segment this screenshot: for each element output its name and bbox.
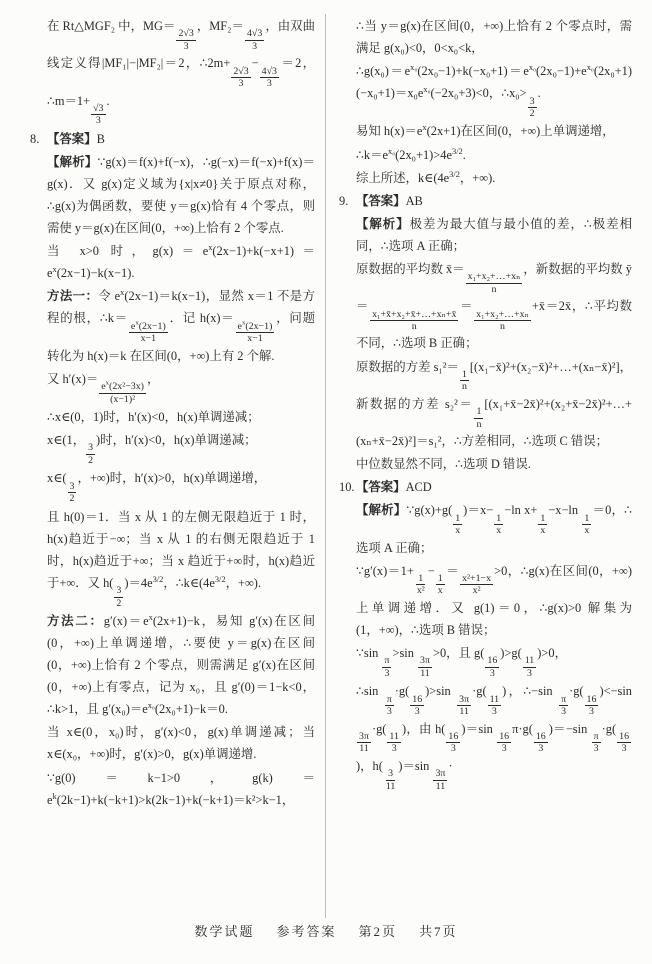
fraction: $\frac{3\pi}{11}$ [435, 768, 446, 792]
fraction: $\frac{3}{2}$ [529, 95, 535, 120]
fraction: $\frac{3\pi}{11}$ [359, 730, 369, 755]
solution-paragraph: 方法一：令 $e^x(2x-1)=k(x-1)$，显然 x＝1 不是方程的根，∴k＝ $\frac{e^x(2x-1)}{x-1}$ ．记 h(x)＝ $\frac{e^x(2x-1)}{x-1}$ ，问题转化为 h(x)＝k 在区间(0，+∞)上有 2 个解. [47, 287, 315, 363]
solution-paragraph: 【解析】∵g(x)+g( $\frac{1}{x}$ )＝x− $\frac{1}{x}$ −ln x+ $\frac{1}{x}$ −x−ln $\frac{1}{x}$ ＝0，∴选项 A 正确； [356, 503, 632, 555]
solution-paragraph: 综上所述，$k\in(4e^{3/2}$，+∞). [356, 168, 496, 185]
fraction: $\frac{2√3}{3}$ [233, 65, 249, 90]
fraction: $\frac{16}{3}$ [586, 693, 597, 718]
footer-doc-title: 数学试题 [194, 924, 255, 939]
item-number: 9. [339, 193, 349, 208]
fraction: $\frac{2√3}{3}$ [178, 28, 194, 52]
answer-item: 10. 【答案】ACD [339, 476, 632, 498]
fraction: $\frac{e^x(2x-1)}{x-1}$ [130, 319, 166, 345]
fraction: $\frac{4√3}{3}$ [261, 65, 277, 90]
fraction: $\frac{1}{x}$ [584, 512, 590, 537]
fraction: $\frac{\text{x²+1−x}}{\text{x²}}$ [462, 573, 492, 597]
fraction: $\frac{1}{x}$ [437, 573, 443, 597]
fraction: $\frac{\text{x₁+x̄+x₂+x̄+…+xₙ+x̄}}{n}$ [372, 308, 457, 333]
solution-paragraph: ∵sin $\frac{\pi}{3}$ >sin $\frac{3\pi}{11}$ >0，且 g( $\frac{16}{3}$ )>g( $\frac{11}{3}$ )>0， [356, 646, 567, 679]
solution-paragraph: $\therefore g(x_0)=e^{x_0}(2x_0-1)+k(-x_0+1)=e^{x_0}(2x_0-1)+e^{x_0}(2x_0+1)(-x_0+1)=x_0e^{x_0}(-2x_0+3)<0$，∴x₀> $\frac{3}{2}$ . [356, 62, 632, 120]
fraction: $\frac{1}{x}$ [455, 512, 461, 537]
fraction: $\frac{3\pi}{11}$ [459, 693, 470, 718]
fraction: $\frac{\text{x₁+x₂+…+xₙ}}{n}$ [467, 271, 521, 295]
solution-paragraph: x∈(1， $\frac{3}{2}$ )时，h′(x)<0，h(x)单调递减； [47, 433, 257, 466]
solution-paragraph: ∵g(0)＝k−1>0，$g(k)=e^k(2k-1)+k(-k+1)>k(2k-1)+k(-k+1)=k^2>k-1$， [47, 770, 315, 807]
fraction: $\frac{√3}{3}$ [93, 102, 104, 127]
fraction: $\frac{16}{3}$ [487, 655, 498, 679]
fraction: $\frac{e^x(2x-1)}{x-1}$ [237, 319, 273, 345]
fraction: $\frac{3}{2}$ [116, 585, 122, 609]
fraction: $\frac{1}{n}$ [461, 368, 467, 393]
solution-paragraph: ∴当 y＝g(x)在区间(0，+∞)上恰有 2 个零点时，需满足 g(x₀)<0，0<x₀<k， [356, 19, 632, 56]
fraction: $\frac{\pi}{3}$ [386, 693, 392, 718]
fraction: $\frac{1}{x}$ [496, 512, 502, 537]
solution-paragraph: $\therefore k=e^{x_0}(2x_0+1)>4e^{3/2}$. [356, 145, 466, 162]
fraction: $\frac{16}{3}$ [448, 730, 459, 755]
fraction: $\frac{4√3}{3}$ [246, 28, 263, 52]
item-number: 8. [30, 131, 40, 146]
fraction: $\frac{\text{x₁+x₂+…+xₙ}}{n}$ [476, 308, 529, 333]
fraction: $\frac{11}{3}$ [524, 655, 535, 679]
two-column-layout [30, 14, 632, 918]
solution-paragraph: 在 Rt△MGF₂ 中，MG＝ $\frac{2√3}{3}$ ，MF₂＝ $\frac{4√3}{3}$ ，由双曲线定义得|MF₁|−|MF₂|＝2，∴2m+ $\frac{2√3}{3}$ − $\frac{4√3}{3}$ ＝2，∴m＝1+ $\frac{√3}{3}$ . [47, 19, 315, 127]
fraction: $\frac{3}{2}$ [69, 480, 75, 505]
solution-paragraph: 【解析】极差为最大值与最小值的差，∴极差相同，∴选项 A 正确； [356, 216, 632, 253]
fraction: $\frac{1}{x}$ [540, 512, 546, 537]
page-footer [0, 921, 652, 940]
answer-item: 9. 【答案】AB [339, 190, 632, 212]
solution-paragraph: ∴sin $\frac{\pi}{3}$ ·g( $\frac{16}{3}$ )>sin $\frac{3\pi}{11}$ ·g( $\frac{11}{3}$ )，∴−sin $\frac{\pi}{3}$ ·g( $\frac{16}{3}$ )<−sin $\frac{3\pi}{11}$ ·g( $\frac{11}{3}$ )，由 h( $\frac{16}{3}$ )＝sin $\frac{16}{3}$ π·g( $\frac{16}{3}$ )＝−sin $\frac{\pi}{3}$ ·g( $\frac{16}{3}$ )，h( $\frac{3}{11}$ )＝sin $\frac{3\pi}{11}$ · [356, 684, 632, 792]
solution-paragraph: ∵g′(x)＝1+ $\frac{1}{\text{x²}}$ − $\frac{1}{x}$ ＝ $\frac{\text{x²+1−x}}{\text{x²}}$ >0，∴g(x)在区间(0，+∞)上单调递增．又 g(1)＝0，∴g(x)>0 解集为(1，+∞)，∴选项 B 错误； [356, 563, 632, 637]
fraction: $\frac{\pi}{3}$ [561, 693, 567, 718]
solution-paragraph: 方法二：$g'(x)=e^x(2x+1)-k$，易知 g′(x)在区间(0，+∞)上单调递增，∴要使 y＝g(x)在区间(0，+∞)上恰有 2 个零点，则需满足 g′(x)在区间(0，+∞)上有零点，记为 x₀，且 g′(0)＝1−k<0，∴k>1，且 $g'(x_0)=e^{x_0}(2x_0+1)-k=0$. [47, 611, 315, 717]
fraction: $\frac{3}{2}$ [88, 442, 94, 466]
item-number: 10. [339, 480, 355, 495]
solution-paragraph: 原数据的平均数 x̄＝ $\frac{\text{x₁+x₂+…+xₙ}}{n}$ ，新数据的平均数 ȳ＝ $\frac{\text{x₁+x̄+x₂+x̄+…+xₙ+x̄}}{n}$ ＝ $\frac{\text{x₁+x₂+…+xₙ}}{n}$ +x̄＝2x̄，∴平均数不同，∴选项 B 正确； [356, 261, 632, 351]
fraction: $\frac{3\pi}{11}$ [420, 655, 430, 679]
answer-item: 8. 【答案】B [47, 128, 315, 150]
solution-paragraph: 当 x>0 时，$g(x)=e^x(2x-1)+k(-x+1)=e^x(2x-1)-k(x-1)$. [47, 242, 315, 281]
solution-paragraph: x∈( $\frac{3}{2}$ ，+∞)时，h′(x)>0，h(x)单调递增， [47, 471, 267, 505]
fraction: $\frac{16}{3}$ [499, 730, 510, 755]
solution-paragraph: 原数据的方差 s₁²＝ $\frac{1}{n}$ [(x₁−x̄)²+(x₂−x̄)²+…+(xₙ−x̄)²]，新数据的方差 s₂²＝ $\frac{1}{n}$ [(x₁+x̄−2x̄)²+(x₂+x̄−2x̄)²+…+(xₙ+x̄−2x̄)²]＝s₁²，∴方差相同，∴选项 C 错误； [356, 359, 632, 449]
right-column [325, 14, 632, 918]
fraction: $\frac{1}{\text{x²}}$ [416, 573, 425, 597]
left-column [30, 14, 323, 918]
footer-page-total: 共7页 [419, 924, 458, 939]
solution-paragraph: 易知 $h(x)=e^x(2x+1)$在区间(0，+∞)上单调递增， [356, 122, 615, 139]
fraction: $\frac{11}{3}$ [389, 730, 399, 755]
solution-paragraph: 当 x∈(0，x₀)时，g′(x)<0，g(x)单调递减；当 x∈(x₀，+∞)时，g′(x)>0，g(x)单调递增. [47, 725, 315, 762]
solution-paragraph: 且 h(0)＝1．当 x 从 1 的左侧无限趋近于 1 时，h(x)趋近于−∞；当 x 从 1 的右侧无限趋近于 1 时，h(x)趋近于+∞；当 x 趋近于+∞时，h(x)趋近于+∞．又 h( $\frac{3}{2}$ )$=4e^{3/2}$，$\therefore k\in(4e^{3/2}$，+∞). [47, 509, 315, 609]
solution-paragraph: 【解析】∵g(x)＝f(x)+f(−x)，∴g(−x)＝f(−x)+f(x)＝g(x)．又 g(x)定义域为{x|x≠0}关于原点对称，∴g(x)为偶函数，要使 y＝g(x)恰有 4 个零点，则需使 y＝g(x)在区间(0，+∞)上恰有 2 个零点. [47, 154, 315, 236]
fraction: $\frac{16}{3}$ [412, 693, 423, 718]
fraction: $\frac{\pi}{3}$ [593, 730, 599, 755]
solution-paragraph: 又 h′(x)＝ $\frac{e^x(2x^2-3x)}{\text{(x−1)²}}$ ， [47, 371, 160, 405]
fraction: $\frac{16}{3}$ [535, 730, 546, 755]
fraction: $\frac{1}{n}$ [476, 406, 482, 430]
fraction: $\frac{16}{3}$ [619, 730, 630, 755]
fraction: $\frac{e^x(2x^2-3x)}{\text{(x−1)²}}$ [101, 379, 144, 405]
solution-paragraph: ∴x∈(0，1)时，h′(x)<0，h(x)单调递减； [47, 409, 260, 424]
fraction: $\frac{11}{3}$ [489, 693, 500, 718]
footer-doc-subtitle: 参考答案 [276, 924, 337, 939]
fraction: $\frac{3}{11}$ [385, 768, 396, 792]
solution-paragraph: 中位数显然不同，∴选项 D 错误. [356, 457, 531, 472]
fraction: $\frac{\pi}{3}$ [384, 655, 390, 679]
footer-page-number: 第2页 [358, 924, 398, 939]
